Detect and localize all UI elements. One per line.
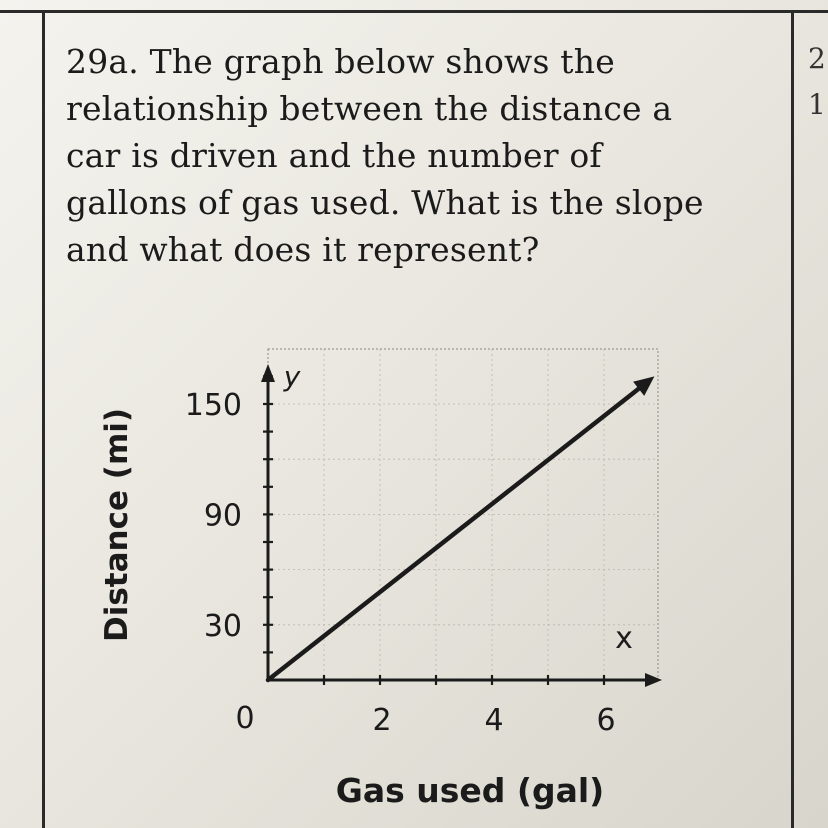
y-tick-label: 90 [203, 498, 242, 534]
y-tick-label: 150 [184, 388, 242, 423]
x-tick-label: 2 [372, 703, 392, 738]
y-axis-arrowhead [261, 364, 275, 382]
question-line: 29a. The graph below shows the [66, 42, 615, 81]
labels-layer [99, 360, 633, 810]
grid-layer [268, 349, 658, 680]
ticks-layer [263, 376, 604, 685]
question-line: gallons of gas used. What is the slope [66, 183, 704, 222]
x-tick-label: 4 [484, 703, 504, 738]
x-tick-label: 6 [596, 703, 616, 738]
question-line: relationship between the distance a [66, 89, 673, 128]
x-axis-arrowhead [645, 673, 662, 687]
y-tick-label: 30 [203, 608, 242, 644]
cutoff-text: 2 [808, 42, 826, 75]
origin-label: 0 [235, 701, 255, 736]
y-axis-letter: y [283, 360, 301, 393]
question-line: and what does it represent? [66, 230, 540, 269]
x-axis-letter: x [615, 621, 633, 656]
x-axis-title: Gas used (gal) [335, 771, 605, 810]
question-line: car is driven and the number of [66, 136, 602, 175]
series-layer [268, 376, 654, 680]
y-axis-title: Distance (mi) [99, 407, 135, 643]
cutoff-text: 1 [808, 88, 826, 121]
